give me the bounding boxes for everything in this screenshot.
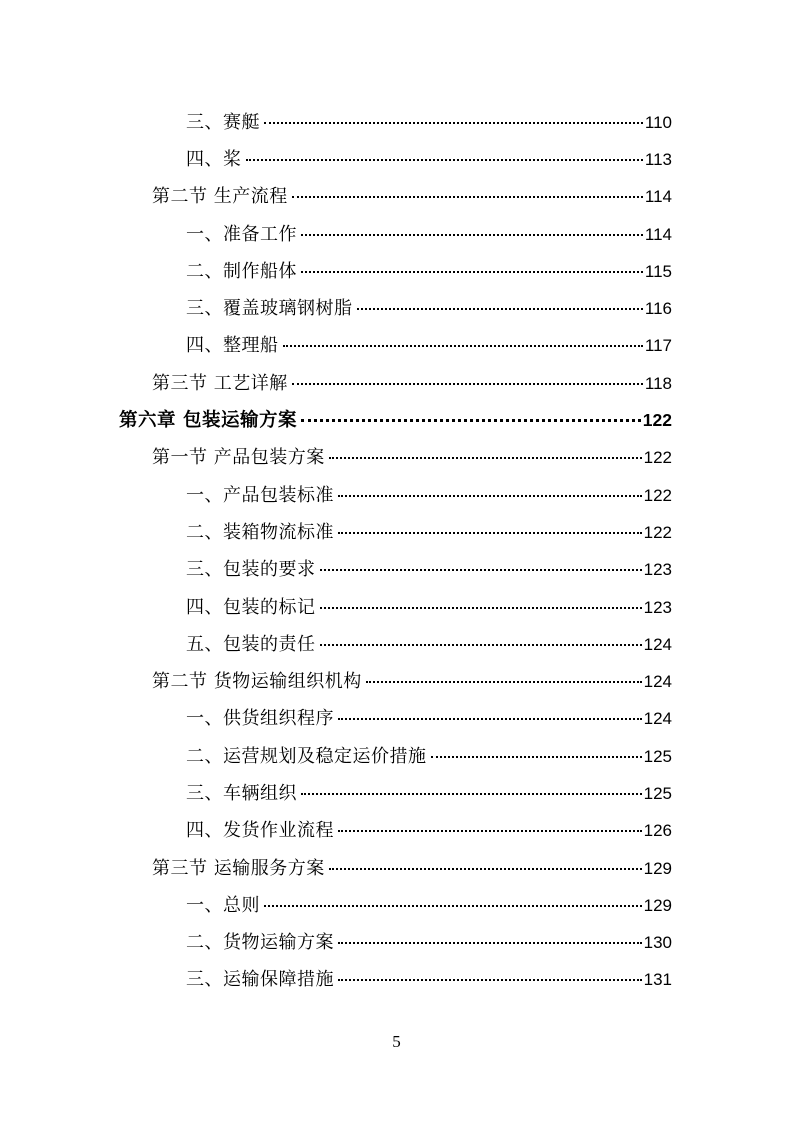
toc-entry[interactable] — [0, 475, 793, 512]
toc-entry-page: 115 — [644, 261, 672, 281]
toc-entry[interactable] — [0, 624, 793, 661]
dot-leader — [338, 495, 642, 497]
toc-entry[interactable] — [0, 326, 793, 363]
toc-entry-page: 114 — [644, 224, 672, 244]
toc-entry[interactable] — [0, 139, 793, 176]
dot-leader — [366, 681, 642, 683]
toc-entry-page: 116 — [644, 299, 672, 319]
toc-entry-title: 二、制作船体 — [186, 260, 297, 282]
dot-leader — [329, 457, 642, 459]
toc-entry-page: 122 — [643, 485, 672, 505]
toc-entry-title: 五、包装的责任 — [186, 633, 316, 655]
dot-leader — [329, 868, 642, 870]
toc-entry-title: 一、总则 — [186, 894, 260, 916]
toc-entry-page: 129 — [643, 858, 672, 878]
toc-entry-title: 二、货物运输方案 — [186, 932, 334, 954]
toc-entry[interactable] — [0, 773, 793, 810]
toc-entry-page: 117 — [644, 336, 672, 356]
dot-leader — [431, 756, 642, 758]
toc-entry-title: 二、装箱物流标准 — [186, 521, 334, 543]
dot-leader — [301, 793, 642, 795]
toc-entry-title: 三、包装的要求 — [186, 559, 316, 581]
toc-entry[interactable] — [0, 214, 793, 251]
toc-entry[interactable] — [0, 587, 793, 624]
toc-entry-page: 122 — [642, 410, 672, 431]
toc-entry-title: 四、包装的标记 — [186, 596, 316, 618]
toc-entry-page: 130 — [643, 933, 672, 953]
dot-leader — [357, 308, 643, 310]
toc-entry-title: 一、供货组织程序 — [186, 708, 334, 730]
toc-entry-title: 一、产品包装标准 — [186, 484, 334, 506]
toc-entry-title: 第三节 工艺详解 — [152, 372, 288, 394]
dot-leader — [320, 607, 642, 609]
toc-entry-page: 122 — [643, 522, 672, 542]
dot-leader — [338, 942, 642, 944]
dot-leader — [292, 196, 643, 198]
dot-leader — [283, 345, 643, 347]
toc-entry-page: 126 — [643, 821, 672, 841]
toc-entry-page: 124 — [643, 634, 672, 654]
toc-entry-page: 113 — [644, 149, 672, 169]
dot-leader — [338, 979, 642, 981]
toc-entry[interactable] — [0, 661, 793, 698]
dot-leader — [320, 644, 642, 646]
toc-entry-page: 114 — [644, 187, 672, 207]
dot-leader — [264, 905, 642, 907]
toc-entry-title: 三、赛艇 — [186, 111, 260, 133]
toc-entry-title: 四、发货作业流程 — [186, 820, 334, 842]
toc-entry-title: 二、运营规划及稳定运价措施 — [186, 745, 427, 767]
toc-entry-page: 125 — [643, 783, 672, 803]
toc-entry-title: 第二节 生产流程 — [152, 186, 288, 208]
toc-entry[interactable] — [0, 102, 793, 139]
toc-entry-title: 第三节 运输服务方案 — [152, 857, 325, 879]
toc-entry-title: 三、覆盖玻璃钢树脂 — [186, 298, 353, 320]
toc-entry[interactable] — [0, 848, 793, 885]
toc-entry-chapter[interactable] — [0, 400, 793, 437]
toc-entry[interactable] — [0, 885, 793, 922]
toc-entry-page: 131 — [643, 970, 672, 990]
toc-entry[interactable] — [0, 177, 793, 214]
dot-leader — [301, 419, 641, 422]
dot-leader — [292, 383, 643, 385]
toc-entry[interactable] — [0, 363, 793, 400]
dot-leader — [264, 122, 643, 124]
toc-entry[interactable] — [0, 923, 793, 960]
toc-entry-page: 124 — [643, 709, 672, 729]
toc-entry[interactable] — [0, 288, 793, 325]
toc-entry-page: 125 — [643, 746, 672, 766]
toc-entry[interactable] — [0, 438, 793, 475]
toc-entry[interactable] — [0, 550, 793, 587]
toc-entry-page: 123 — [643, 597, 672, 617]
dot-leader — [301, 271, 643, 273]
toc-entry[interactable] — [0, 251, 793, 288]
toc-entry-title: 四、桨 — [186, 148, 242, 170]
toc-entry-title: 第二节 货物运输组织机构 — [152, 671, 362, 693]
toc-entry[interactable] — [0, 736, 793, 773]
dot-leader — [338, 718, 642, 720]
toc-entry-title: 三、车辆组织 — [186, 782, 297, 804]
toc-entry-page: 124 — [643, 672, 672, 692]
toc-entry-title: 第一节 产品包装方案 — [152, 447, 325, 469]
dot-leader — [301, 234, 643, 236]
toc-entry-title: 第六章 包装运输方案 — [119, 410, 297, 432]
toc-entry[interactable] — [0, 699, 793, 736]
toc-entry-page: 129 — [643, 895, 672, 915]
toc-entry-page: 122 — [643, 448, 672, 468]
toc-entry-page: 110 — [644, 112, 672, 132]
toc-entry-title: 三、运输保障措施 — [186, 969, 334, 991]
toc-entry-page: 118 — [644, 373, 672, 393]
dot-leader — [246, 159, 643, 161]
toc-entry[interactable] — [0, 811, 793, 848]
toc-entry-page: 123 — [643, 560, 672, 580]
dot-leader — [320, 569, 642, 571]
toc-entry-title: 一、准备工作 — [186, 223, 297, 245]
toc-entry[interactable] — [0, 512, 793, 549]
dot-leader — [338, 830, 642, 832]
toc-entry-title: 四、整理船 — [186, 335, 279, 357]
dot-leader — [338, 532, 642, 534]
page-number: 5 — [392, 1032, 401, 1051]
table-of-contents — [0, 102, 793, 997]
toc-entry[interactable] — [0, 960, 793, 997]
